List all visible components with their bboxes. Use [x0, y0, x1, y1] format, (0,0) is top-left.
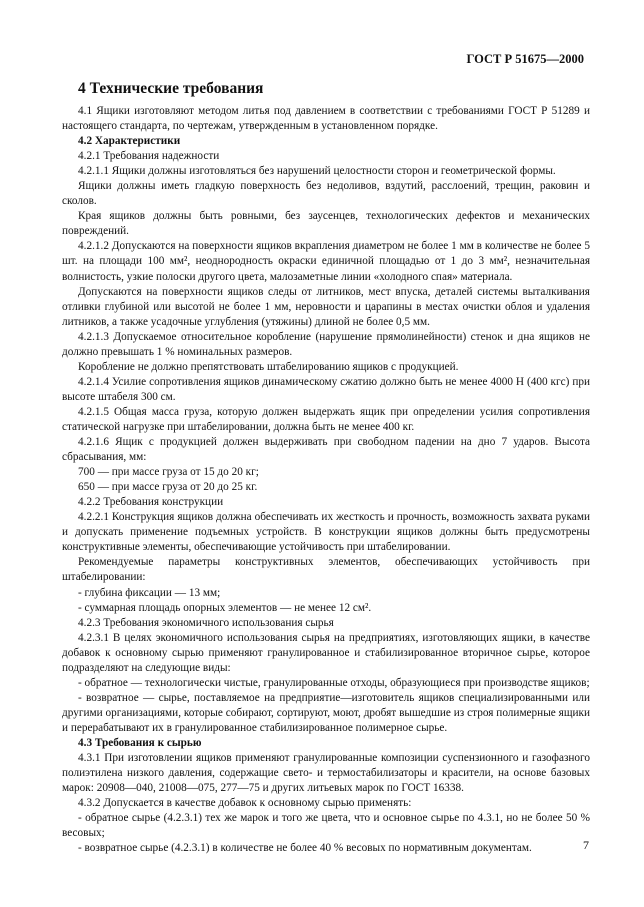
list-item-reverse-raw: - обратное сырье (4.2.3.1) тех же марок и того же цвета, что и основное сырье по 4.3.1, но не более 50 % весовых; — [62, 812, 590, 840]
page-number: 7 — [583, 838, 589, 852]
heading-4-3: 4.3 Требования к сырью — [78, 736, 202, 749]
list-item-fixation-depth: - глубина фиксации — 13 мм; — [78, 586, 221, 599]
list-item-reverse: - обратное — технологически чистые, гранулированные отходы, образующиеся при производстве ящиков; — [78, 676, 590, 689]
section-title: 4 Технические требования — [78, 80, 264, 97]
paragraph-4-2-1-4: 4.2.1.4 Усилие сопротивления ящиков динамическому сжатию должно быть не менее 4000 Н (400 кгс) при высоте штабеля 300 см. — [62, 375, 590, 403]
heading-4-2-1: 4.2.1 Требования надежности — [78, 150, 220, 163]
list-item-returned-raw: - возвратное сырье (4.2.3.1) в количестве не более 40 % весовых по нормативным документам. — [78, 842, 532, 855]
heading-4-2-2: 4.2.2 Требования конструкции — [78, 496, 224, 509]
paragraph-traces: Допускаются на поверхности ящиков следы от литников, мест впуска, деталей системы выталкивания отливки глубиной или высотой не более 1 мм, неровности и царапины в местах очистки облоя и удаления литников, а также усадочные углубления (утяжины) длиной не более 0,5 мм. — [62, 285, 590, 328]
paragraph-4-2-1-2: 4.2.1.2 Допускаются на поверхности ящиков вкрапления диаметром не более 1 мм в количестве не более 5 шт. на площади 100 мм², неоднородность окраски единичной площадью от 1 до 3 мм², незначительная волнистость, узкие полоски другого цвета, малозаметные линии «холодного спая» материала. — [62, 240, 590, 283]
list-item-returned: - возвратное — сырье, поставляемое на предприятие—изготовитель ящиков специализированными или другими организациями, которые собирают, сортируют, моют, дробят вышедшие из строя полимерные ящики и перерабатывают их в гранулированное стабилизированное полимерное сырье. — [62, 691, 590, 734]
heading-4-2: 4.2 Характеристики — [78, 135, 181, 148]
paragraph-4-1: 4.1 Ящики изготовляют методом литья под давлением в соответствии с требованиями ГОСТ Р 51289 и настоящего стандарта, по чертежам, утвержденным в установленном порядке. — [62, 105, 590, 133]
paragraph-4-3-2: 4.3.2 Допускается в качестве добавок к основному сырью применять: — [78, 797, 412, 810]
paragraph-4-2-2-1: 4.2.2.1 Конструкция ящиков должна обеспечивать их жесткость и прочность, возможность захвата руками и допускать применение подъемных устройств. В конструкции ящиков должны быть предусмотрены конструктивные элементы, обеспечивающие устойчивость при штабелировании. — [62, 511, 590, 554]
paragraph-4-2-1-3: 4.2.1.3 Допускаемое относительное коробление (нарушение прямолинейности) стенок и дна ящиков не должно превышать 1 % номинальных размеров. — [62, 330, 590, 358]
paragraph-4-2-1-5: 4.2.1.5 Общая масса груза, которую должен выдержать ящик при определении усилия сопротивления статической нагрузке при штабелировании, должна быть не менее 400 кг. — [62, 405, 590, 433]
paragraph-4-2-1-1: 4.2.1.1 Ящики должны изготовляться без нарушений целостности сторон и геометрической формы. — [78, 165, 556, 178]
paragraph-warping: Коробление не должно препятствовать штабелированию ящиков с продукцией. — [78, 360, 459, 373]
paragraph-recommended: Рекомендуемые параметры конструктивных элементов, обеспечивающих устойчивость при штабелировании: — [62, 556, 590, 584]
paragraph-surface: Ящики должны иметь гладкую поверхность без недоливов, вздутий, расслоений, трещин, раковин и сколов. — [62, 180, 590, 208]
document-body — [62, 104, 590, 856]
paragraph-edges: Края ящиков должны быть ровными, без заусенцев, технологических дефектов и механических повреждений. — [62, 210, 590, 238]
paragraph-4-2-1-6: 4.2.1.6 Ящик с продукцией должен выдерживать при свободном падении на дно 7 ударов. Высота сбрасывания, мм: — [62, 436, 590, 464]
paragraph-4-2-3-1: 4.2.3.1 В целях экономичного использования сырья на предприятиях, изготовляющих ящики, в качестве добавок к основному сырью применяют гранулированное и стабилизированное вторичное сырье, которое подразделяют на следующие виды: — [62, 631, 590, 674]
list-item-support-area: - суммарная площадь опорных элементов — не менее 12 см². — [78, 601, 372, 614]
heading-4-2-3: 4.2.3 Требования экономичного использования сырья — [78, 616, 334, 629]
list-item-drop-700: 700 — при массе груза от 15 до 20 кг; — [78, 466, 259, 479]
list-item-drop-650: 650 — при массе груза от 20 до 25 кг. — [78, 481, 258, 494]
document-header: ГОСТ Р 51675—2000 — [466, 52, 584, 66]
paragraph-4-3-1: 4.3.1 При изготовлении ящиков применяют гранулированные композиции суспензионного и газофазного полиэтилена низкого давления, содержащие свето- и термостабилизаторы и красители, на основе базовых марок: 20908—040, 21008—075, 277—75 и других литьевых марок по ГОСТ 16338. — [62, 752, 590, 795]
